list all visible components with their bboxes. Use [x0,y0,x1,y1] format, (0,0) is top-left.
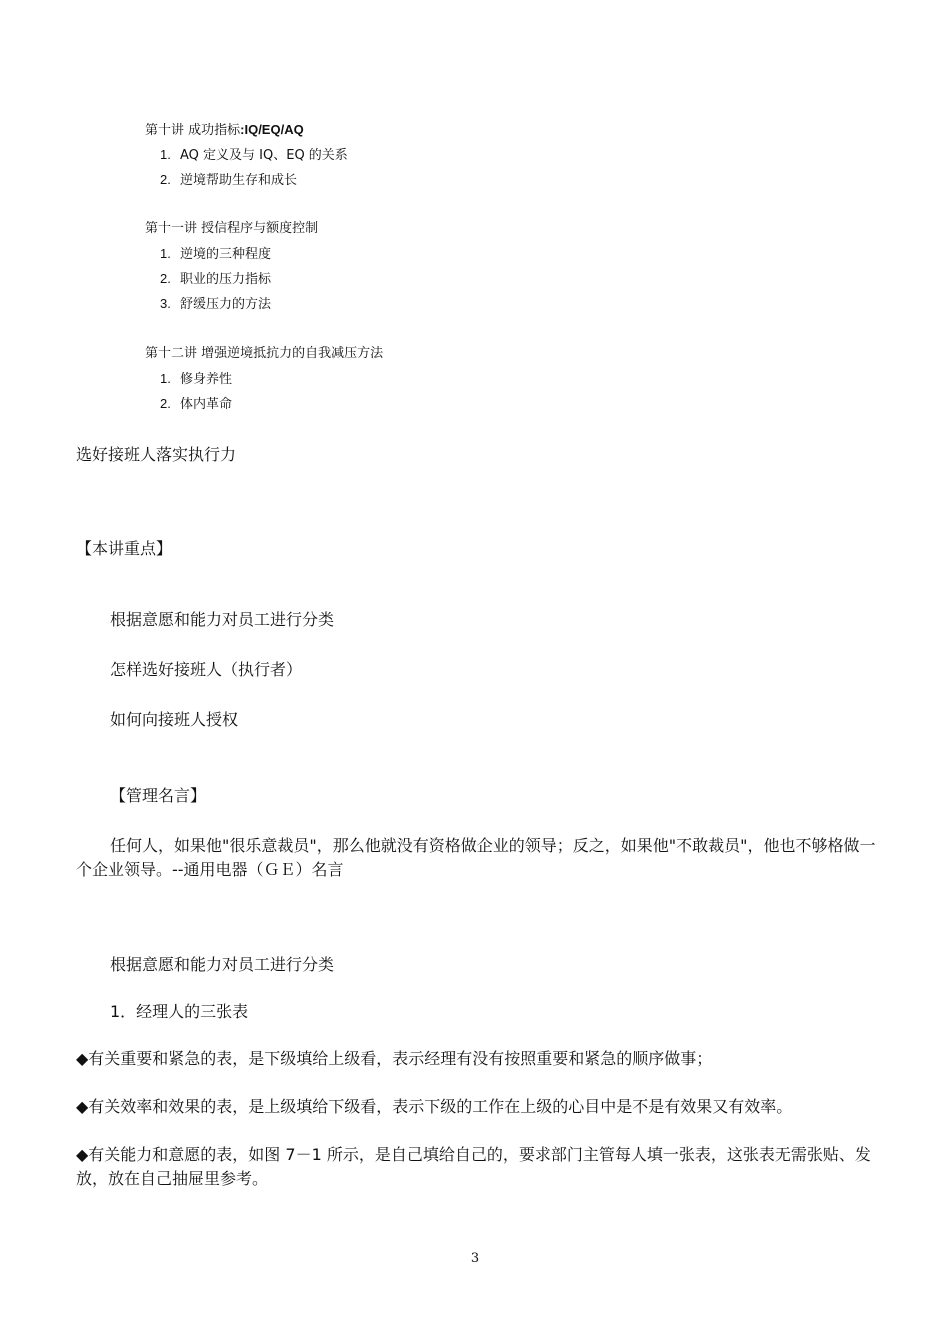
lecture-10-title [145,121,304,140]
item-number: 2. [160,396,171,411]
subsection-item: 1．经理人的三张表 [110,1002,249,1021]
lecture-11-item-1 [160,245,271,264]
item-text: 逆境帮助生存和成长 [180,173,298,188]
lecture-10-title-suffix: :IQ/EQ/AQ [240,122,304,137]
key-point-2: 怎样选好接班人（执行者） [110,660,303,679]
item-number: 1. [160,147,171,162]
bullet-2: ◆有关效率和效果的表，是上级填给下级看，表示下级的工作在上级的心目中是不是有效果又有效率。 [76,1097,793,1116]
item-text: 舒缓压力的方法 [180,297,272,312]
quote-text: 任何人，如果他"很乐意裁员"，那么他就没有资格做企业的领导；反之，如果他"不敢裁员"，他也不够格做一个企业领导。--通用电器（ＧＥ）名言 [76,836,876,879]
item-number: 1. [160,246,171,261]
lecture-10-item-2 [160,171,297,190]
item-number: 2. [160,172,171,187]
item-text: AQ 定义及与 IQ、EQ 的关系 [180,148,348,163]
section-title: 选好接班人落实执行力 [76,445,237,464]
subsection-title: 根据意愿和能力对员工进行分类 [110,955,335,974]
bullet-1: ◆有关重要和紧急的表，是下级填给上级看，表示经理有没有按照重要和紧急的顺序做事； [76,1049,713,1068]
bullet-3: ◆有关能力和意愿的表，如图 7－1 所示，是自己填给自己的，要求部门主管每人填一张表，这张表无需张贴、发放，放在自己抽屉里参考。 [76,1145,871,1188]
key-points-heading: 【本讲重点】 [76,539,173,558]
lecture-11-title: 第十一讲 授信程序与额度控制 [145,221,319,236]
lecture-12-title: 第十二讲 增强逆境抵抗力的自我减压方法 [145,346,384,361]
item-number: 3. [160,296,171,311]
item-number: 2. [160,271,171,286]
lecture-11-item-2 [160,270,271,289]
lecture-10-item-1 [160,146,348,165]
item-text: 修身养性 [180,372,233,387]
quote-heading: 【管理名言】 [110,786,207,805]
item-text: 体内革命 [180,397,233,412]
key-point-3: 如何向接班人授权 [110,710,239,729]
item-number: 1. [160,371,171,386]
lecture-12-item-1 [160,370,232,389]
lecture-11-item-3 [160,295,271,314]
lecture-12-item-2 [160,395,232,414]
page-number: 3 [470,1251,480,1266]
item-text: 职业的压力指标 [180,272,272,287]
lecture-10-title-prefix: 第十讲 成功指标 [145,123,241,138]
key-point-1: 根据意愿和能力对员工进行分类 [110,610,335,629]
item-text: 逆境的三种程度 [180,247,272,262]
